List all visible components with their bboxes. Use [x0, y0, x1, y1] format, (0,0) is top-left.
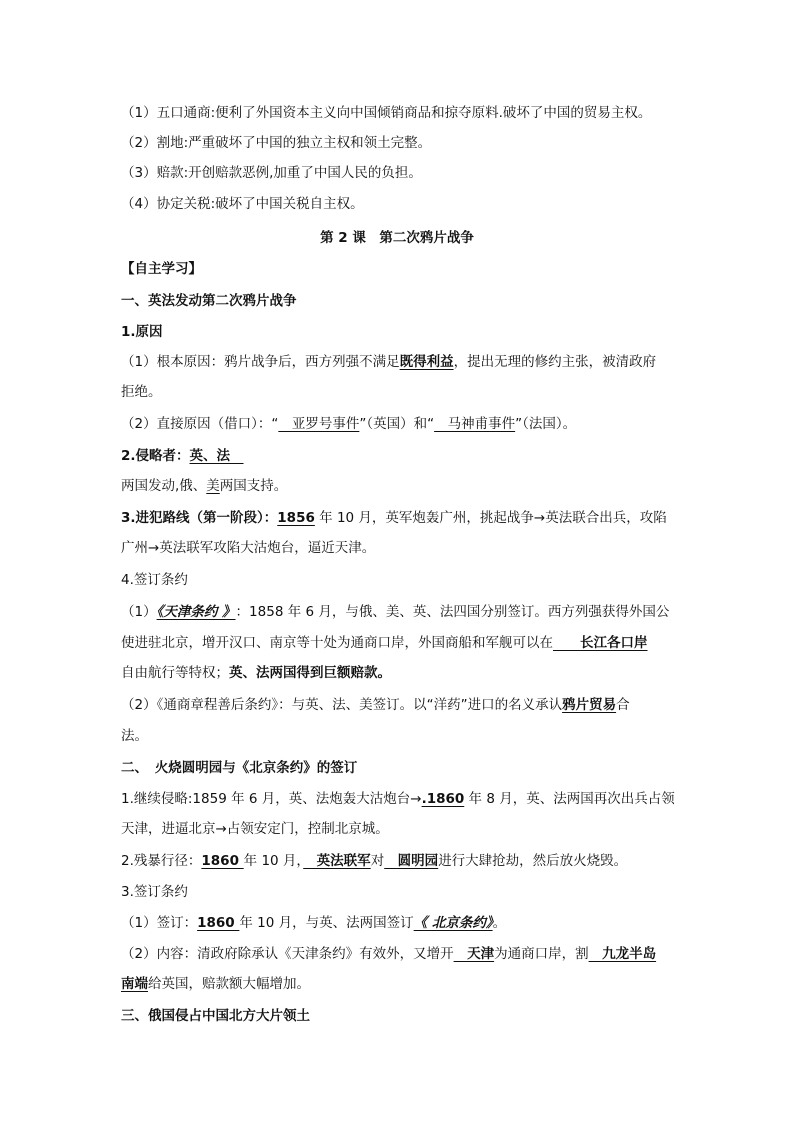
invasion-line [121, 789, 681, 809]
section-heading-2: 二、 火烧圆明园与《北京条约》的签订 [121, 760, 358, 776]
text: （1）签订： [121, 915, 198, 931]
text: 年 10 月，与英、法两国签订 [239, 915, 414, 931]
route-line [121, 508, 681, 528]
aggressor-label: 2.侵略者： [121, 448, 190, 464]
text: ”（英国）和“ [359, 416, 435, 432]
answer-kowloon: 九龙半岛 [588, 946, 657, 962]
section-heading-1: 一、英法发动第二次鸦片战争 [121, 293, 297, 309]
beijing-treaty-label: 3.签订条约 [121, 884, 188, 900]
consequence-item-4: （4）协定关税:破坏了中国关税自主权。 [121, 196, 364, 212]
text: 两国发动,俄、 [121, 478, 207, 494]
text: 2.残暴行径： [121, 853, 202, 869]
text: 使进驻北京，增开汉口、南京等十处为通商口岸，外国商船和军舰可以在 [121, 635, 553, 651]
text: （2）《通商章程善后条约》：与英、法、美签订。以“洋药”进口的名义承认 [121, 697, 563, 713]
route-label: 3.进犯路线（第一阶段）： [121, 510, 278, 526]
answer-tianjin-port: 天津 [453, 946, 495, 962]
answer-usa: 美 [206, 478, 220, 494]
tianjin-treaty-line-3 [121, 663, 681, 683]
text: 年 8 月，英、法两国再次出兵占领 [464, 791, 675, 807]
answer-yangtze-ports: 长江各口岸 [553, 635, 648, 651]
answer-opium-trade: 鸦片贸易 [562, 697, 617, 713]
text: 年 10 月，英军炮轰广州，挑起战争→英法联合出兵，攻陷 [314, 510, 667, 526]
text: 两国支持。 [219, 478, 288, 494]
consequence-item-2: （2）割地:严重破坏了中国的独立主权和领土完整。 [121, 135, 432, 151]
tianjin-treaty-line [121, 602, 681, 622]
text: 为通商口岸，割 [494, 946, 589, 962]
direct-cause-line [121, 414, 681, 434]
signing-line [121, 913, 681, 933]
self-study-heading: 【自主学习】 [121, 261, 202, 277]
text: 对 [370, 853, 385, 869]
answer-beijing-treaty: 《 北京条约》 [413, 915, 493, 931]
lesson-title: 第 2 课 第二次鸦片战争 [320, 230, 474, 246]
content-line-2 [121, 974, 681, 994]
content-line [121, 944, 681, 964]
route-line-2: 广州→英法联军攻陷大沽炮台，逼近天津。 [121, 540, 376, 556]
text: （2）内容：清政府除承认《天津条约》有效外，又增开 [121, 946, 454, 962]
invasion-line-2: 天津，进逼北京→占领安定门，控制北京城。 [121, 821, 389, 837]
text: ：1858 年 6 月，与俄、美、英、法四国分别签订。西方列强获得外国公 [235, 604, 670, 620]
answer-aggressors: 英、法 [189, 448, 244, 464]
answer-1860-oct: 1860 [201, 853, 244, 869]
answer-arrow-incident: 亚罗号事件 [278, 416, 360, 432]
cause-label: 1.原因 [121, 324, 163, 340]
aggressor-line [121, 446, 681, 466]
root-cause-line [121, 352, 681, 372]
tianjin-treaty-line-2 [121, 633, 681, 653]
section-heading-3: 三、俄国侵占中国北方大片领土 [121, 1008, 310, 1024]
answer-1860-aug: .1860 [421, 791, 465, 807]
indemnity-text: 英、法两国得到巨额赔款。 [229, 665, 391, 681]
trade-treaty-line-2: 法。 [121, 728, 148, 744]
support-line [121, 476, 681, 496]
treaty-label: 4.签订条约 [121, 572, 188, 588]
text: ，提出无理的修约主张，被清政府 [453, 354, 657, 370]
answer-1856: 1856 [277, 510, 315, 526]
text: （2）直接原因（借口）：“ [121, 416, 279, 432]
text: 年 10 月， [243, 853, 304, 869]
text: 自由航行等特权； [121, 665, 229, 681]
text: （1）根本原因：鸦片战争后，西方列强不满足 [121, 354, 400, 370]
answer-anglo-french-army: 英法联军 [303, 853, 371, 869]
trade-treaty-line [121, 695, 681, 715]
text: 1.继续侵略:1859 年 6 月，英、法炮轰大沽炮台→ [121, 791, 422, 807]
answer-old-summer-palace: 圆明园 [384, 853, 439, 869]
text: 合 [616, 697, 630, 713]
answer-tianjin-treaty: 《天津条约 》 [156, 604, 236, 620]
atrocity-line [121, 851, 681, 871]
consequence-item-1: （1）五口通商:便利了外国资本主义向中国倾销商品和掠夺原料.破坏了中国的贸易主权。 [121, 105, 652, 121]
answer-chapdelaine-incident: 马神甫事件 [434, 416, 516, 432]
root-cause-line-2: 拒绝。 [121, 384, 162, 400]
text: ”（法国）。 [515, 416, 577, 432]
answer-1860-signing: 1860 [197, 915, 240, 931]
consequence-item-3: （3）赔款:开创赔款恶例,加重了中国人民的负担。 [121, 165, 422, 181]
text: 给英国，赔款额大幅增加。 [148, 976, 310, 992]
answer-vested-interests: 既得利益 [399, 354, 454, 370]
answer-southern-tip: 南端 [121, 976, 148, 992]
text: 进行大肆抢劫，然后放火烧毁。 [438, 853, 628, 869]
text: 。 [492, 915, 507, 931]
text: （1） [121, 604, 157, 620]
